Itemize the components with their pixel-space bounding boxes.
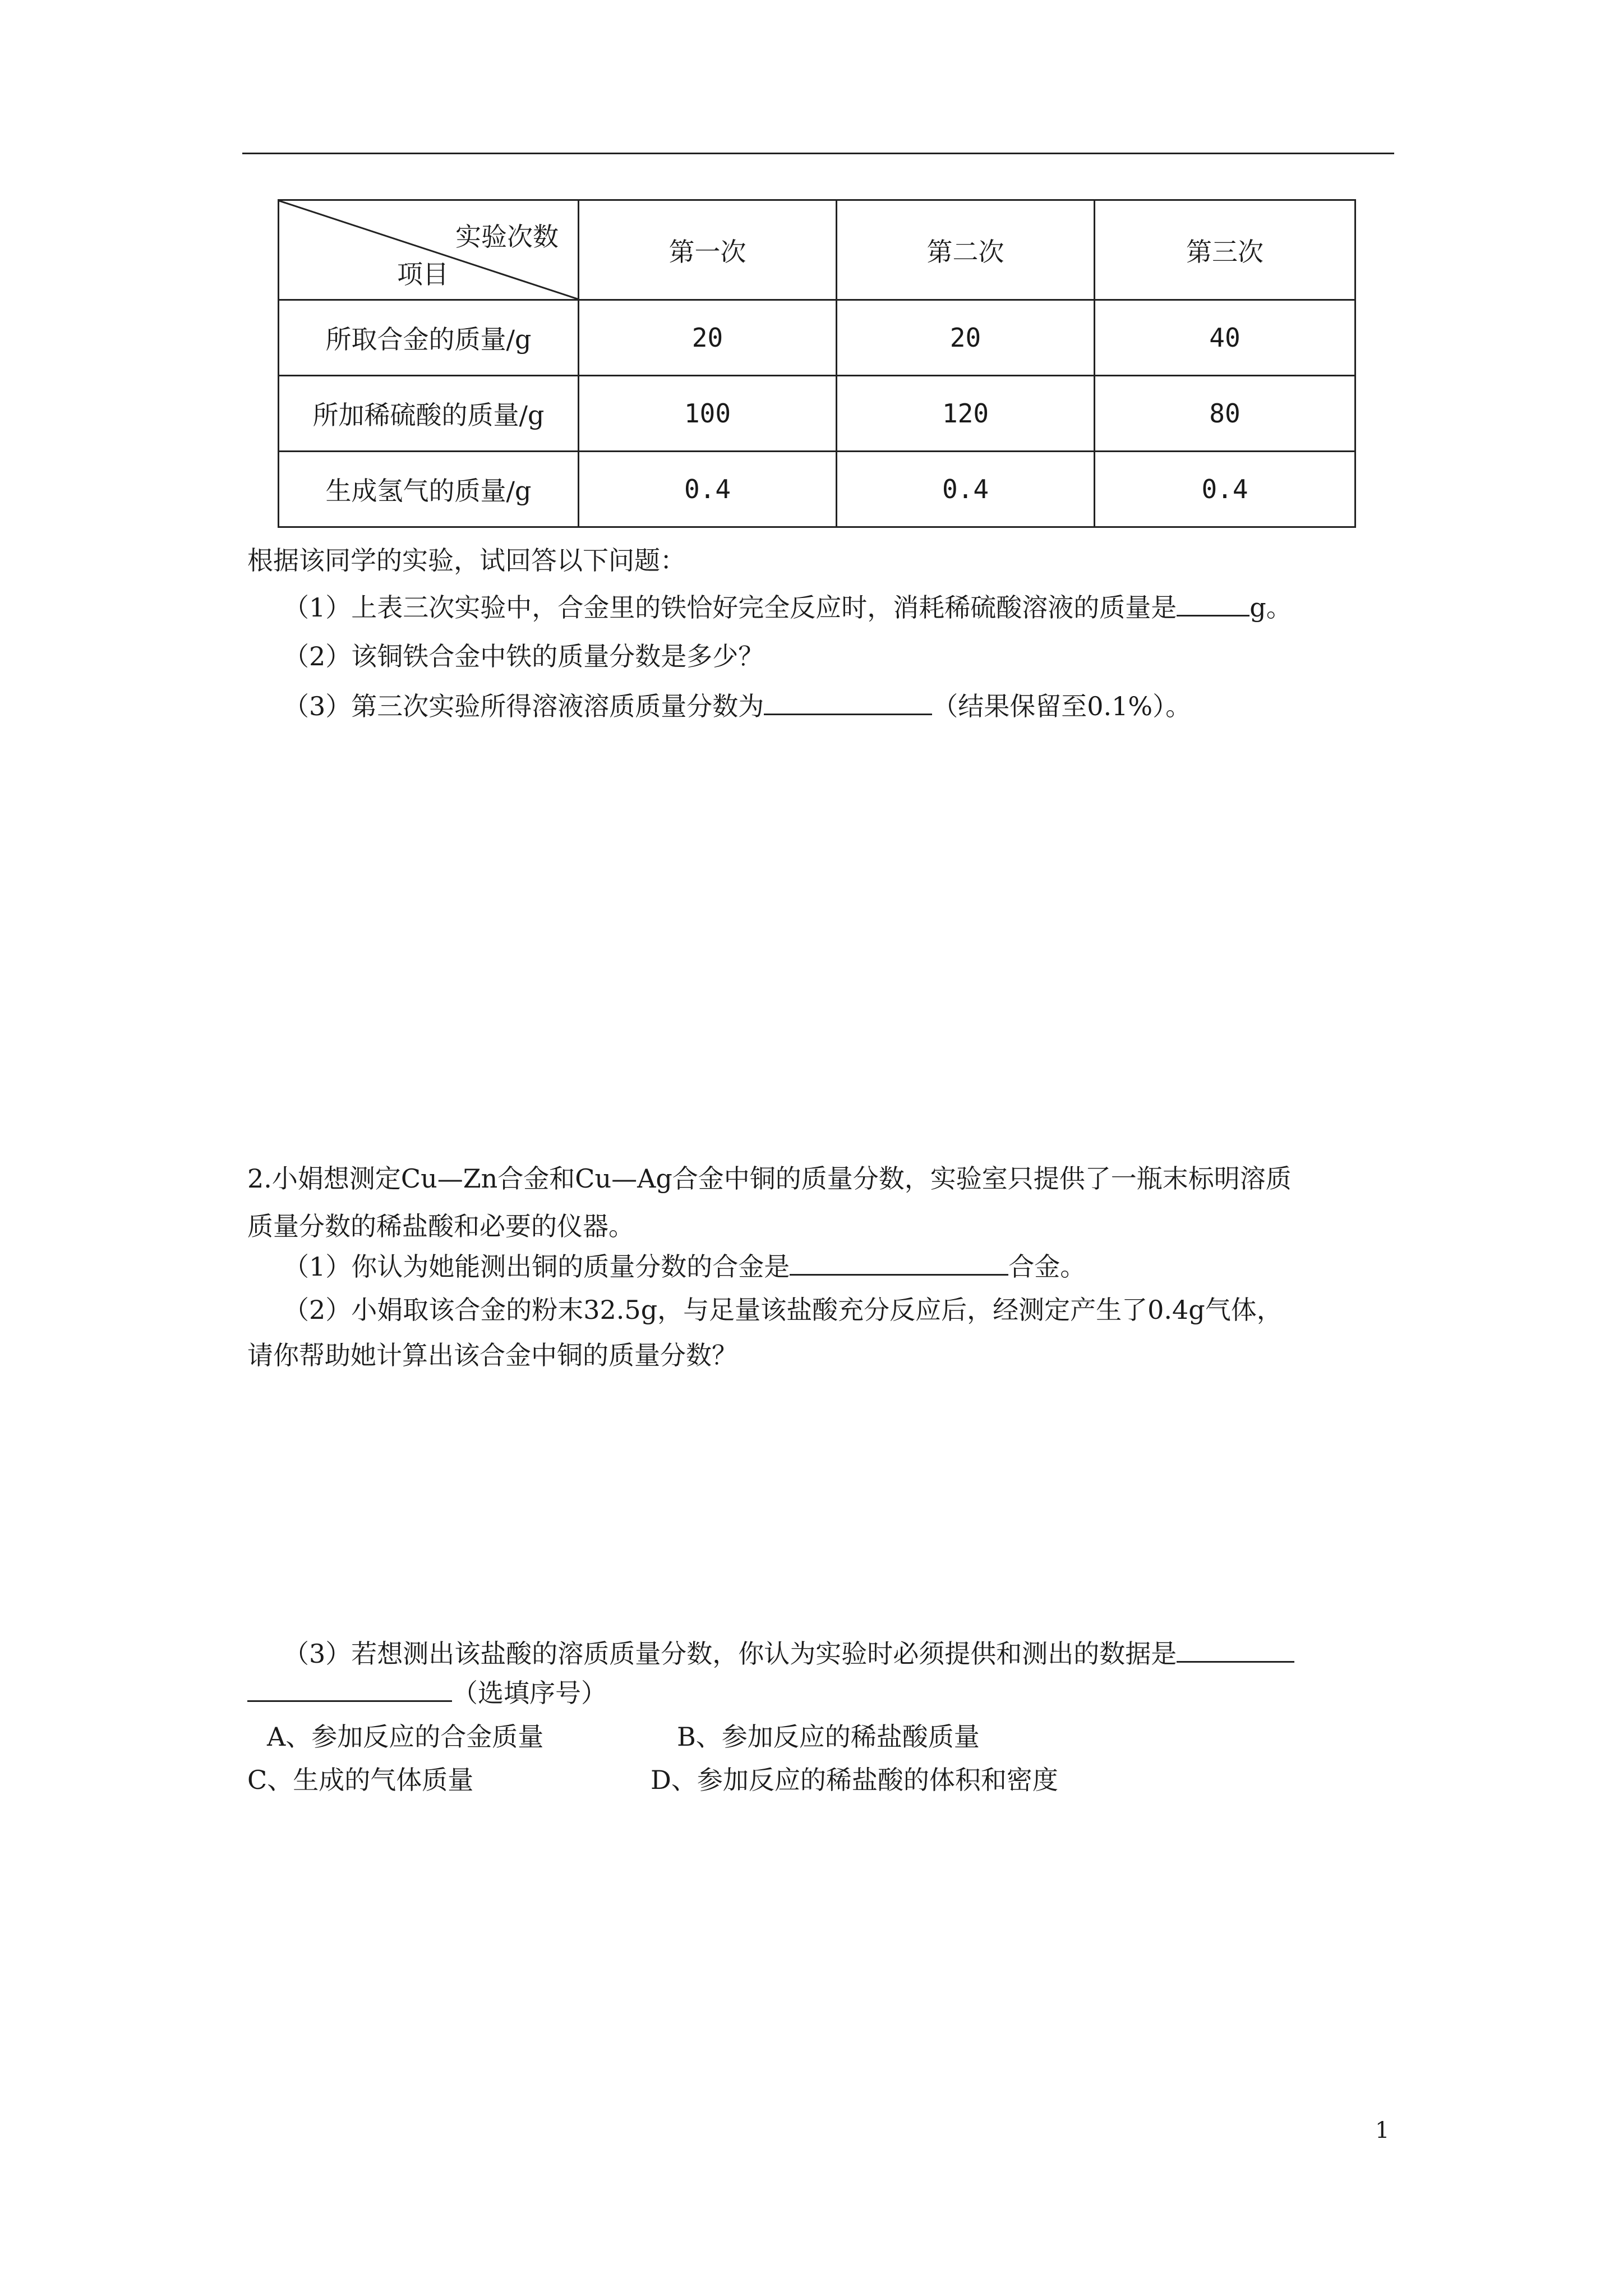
table-row [279, 452, 1355, 527]
column-header-2: 第二次 [837, 200, 1095, 300]
table-header-row [279, 200, 1355, 300]
experiment-table [278, 199, 1356, 528]
q1-part1-unit: g。 [1249, 592, 1292, 623]
q2-option-b: B、参加反应的稀盐酸质量 [677, 1722, 980, 1752]
q2-part3-text: （3）若想测出该盐酸的溶质质量分数，你认为实验时必须提供和测出的数据是 [283, 1639, 1177, 1669]
q2-part1 [283, 1251, 1086, 1282]
q1-intro: 根据该同学的实验，试回答以下问题： [247, 545, 686, 576]
table-cell: 0.4 [837, 452, 1095, 527]
row-label: 所取合金的质量/g [279, 300, 579, 376]
q2-option-d: D、参加反应的稀盐酸的体积和密度 [651, 1765, 1058, 1795]
table-cell: 0.4 [579, 452, 837, 527]
table-cell: 20 [837, 300, 1095, 376]
table-cell: 40 [1095, 300, 1355, 376]
header-trial-count: 实验次数 [455, 222, 559, 252]
q1-part3 [283, 693, 1191, 719]
header-rule [242, 153, 1394, 154]
q2-part3-blank-b[interactable] [247, 1700, 452, 1702]
q1-part1 [283, 592, 1292, 623]
q2-part3-line2 [247, 1680, 607, 1706]
q2-part2-line2: 请你帮助她计算出该合金中铜的质量分数？ [247, 1340, 737, 1370]
q2-line2: 质量分数的稀盐酸和必要的仪器。 [247, 1211, 634, 1241]
table-cell: 120 [837, 376, 1095, 452]
column-header-1: 第一次 [579, 200, 837, 300]
q1-part3-text: （3）第三次实验所得溶液溶质质量分数为 [283, 691, 764, 721]
q2-option-a: A、参加反应的合金质量 [267, 1722, 544, 1752]
table-row [279, 300, 1355, 376]
column-header-3: 第三次 [1095, 200, 1355, 300]
q2-part1-text: （1）你认为她能测出铜的质量分数的合金是 [283, 1251, 790, 1282]
q2-part3-blank-a[interactable] [1177, 1661, 1294, 1663]
table-row [279, 376, 1355, 452]
q2-part1-suffix: 合金。 [1008, 1251, 1086, 1282]
q1-part2: （2）该铜铁合金中铁的质量分数是多少？ [283, 641, 764, 671]
header-item: 项目 [397, 259, 449, 289]
diagonal-header-cell [279, 200, 579, 300]
q2-part3-hint: （选填序号） [452, 1678, 607, 1708]
q2-part1-blank[interactable] [790, 1274, 1008, 1276]
page-number: 1 [1375, 2118, 1390, 2143]
q1-part1-blank[interactable] [1177, 615, 1249, 616]
row-label: 所加稀硫酸的质量/g [279, 376, 579, 452]
table-cell: 100 [579, 376, 837, 452]
q2-part3-line1 [283, 1641, 1294, 1667]
table-cell: 0.4 [1095, 452, 1355, 527]
q1-part3-blank[interactable] [764, 714, 932, 715]
q1-part3-note: （结果保留至0.1%）。 [932, 691, 1192, 721]
table-cell: 80 [1095, 376, 1355, 452]
q1-part1-text: （1）上表三次实验中，合金里的铁恰好完全反应时，消耗稀硫酸溶液的质量是 [283, 592, 1177, 623]
row-label: 生成氢气的质量/g [279, 452, 579, 527]
table-cell: 20 [579, 300, 837, 376]
q2-part2-line1: （2）小娟取该合金的粉末32.5g，与足量该盐酸充分反应后，经测定产生了0.4g气体， [283, 1295, 1283, 1325]
q2-line1: 2.小娟想测定Cu—Zn合金和Cu—Ag合金中铜的质量分数，实验室只提供了一瓶末标明溶质 [247, 1163, 1292, 1194]
q2-option-c: C、生成的气体质量 [247, 1765, 474, 1795]
